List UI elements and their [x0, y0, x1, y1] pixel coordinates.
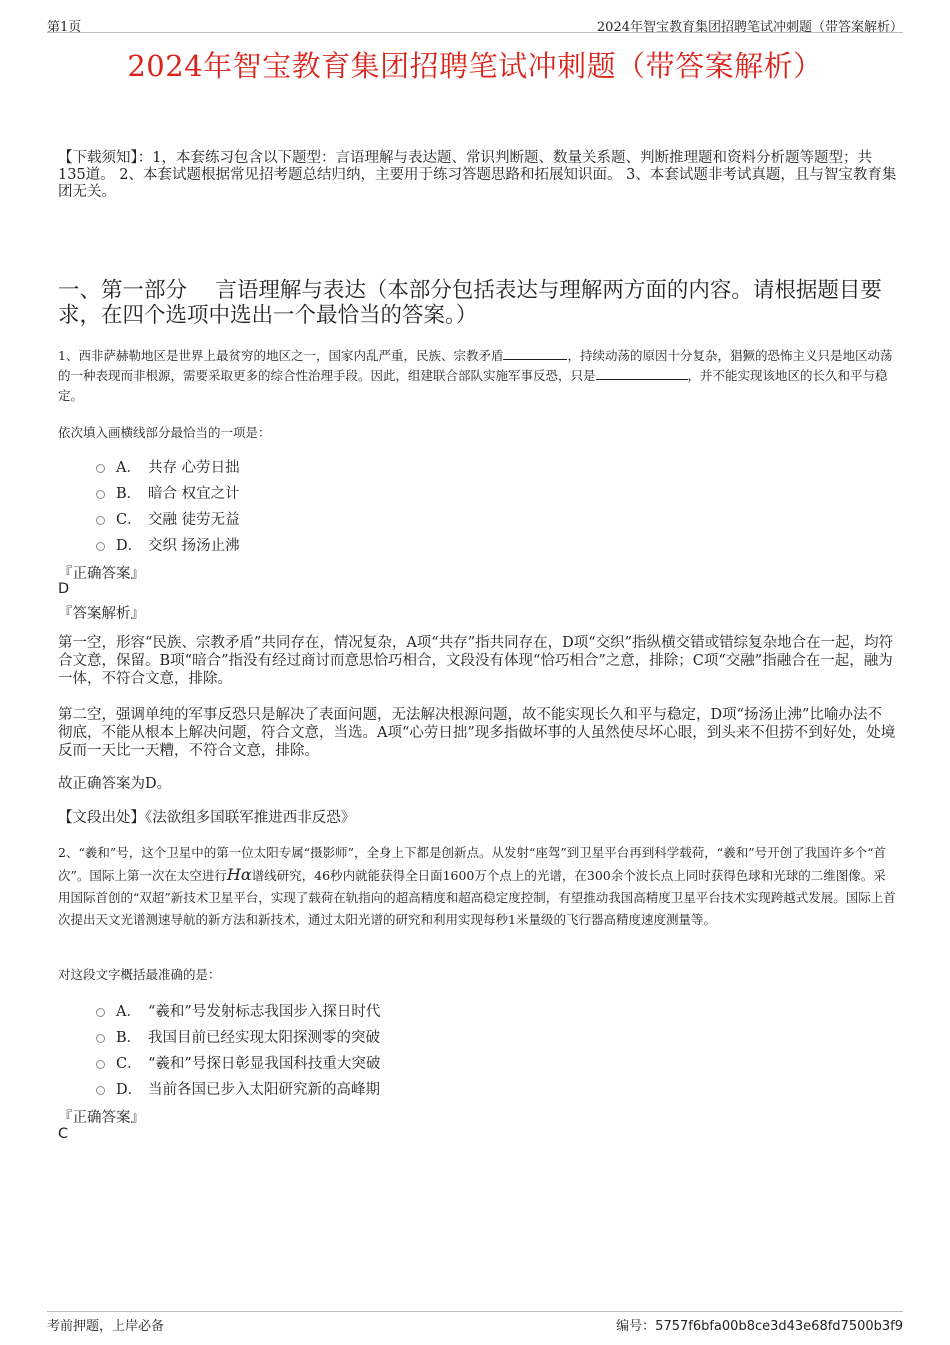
footer-slogan: 考前押题，上岸必备 [47, 1319, 165, 1334]
question-1-prompt: 依次填入画横线部分最恰当的一项是： [58, 425, 271, 440]
page-footer [47, 1311, 903, 1334]
radio-button[interactable] [96, 464, 105, 473]
radio-button[interactable] [96, 516, 105, 525]
question-2-option-d[interactable]: D． 当前各国已步入太阳研究新的高峰期 [96, 1078, 380, 1099]
download-notice: 【下载须知】：1，本套练习包含以下题型：言语理解与表达题、常识判断题、数量关系题、判断推理题和资料分析题等题型；共135道。 2、本套试题根据常见招考题总结归纳，主要用于练习答题思路和拓展知识面。 3、本套试题非考试真题，且与智宝教育集团无关。 [58, 150, 897, 200]
question-1-option-d[interactable]: D． 交织 扬汤止沸 [96, 534, 240, 555]
question-2-answer: C [58, 1126, 69, 1142]
header-doc-title: 2024年智宝教育集团招聘笔试冲刺题（带答案解析） [596, 20, 903, 35]
h-alpha-symbol: Hα [226, 865, 252, 884]
radio-button[interactable] [96, 1086, 105, 1095]
fill-blank-1 [503, 346, 567, 360]
question-1-answer-label: 『正确答案』 [58, 566, 145, 582]
question-1-analysis-para-1: 第一空，形容“民族、宗教矛盾”共同存在，情况复杂，A项“共存”指共同存在，D项“交织”指纵横交错或错综复杂地合在一起，均符合文意，保留。B项“暗合”指没有经过商讨而意思恰巧相合，文段没有体现“恰巧相合”之意，排除；C项“交融”指融合在一起，融为一体，不符合文意，排除。 [58, 635, 894, 687]
question-1-option-a[interactable]: A． 共存 心劳日拙 [96, 456, 240, 477]
question-1-analysis-label: 『答案解析』 [58, 606, 145, 622]
question-2-answer-label: 『正确答案』 [58, 1110, 145, 1126]
section-heading: 一、第一部分 言语理解与表达（本部分包括表达与理解两方面的内容。请根据题目要求，在四个选项中选出一个最恰当的答案。） [58, 278, 882, 328]
radio-button[interactable] [96, 542, 105, 551]
footer-doc-id: 编号：5757f6bfa00b8ce3d43e68fd7500b3f9 [616, 1319, 903, 1334]
page-number: 第1页 [47, 20, 82, 35]
question-1-analysis-para-2: 第二空，强调单纯的军事反恐只是解决了表面问题，无法解决根源问题，故不能实现长久和平与稳定，D项“扬汤止沸”比喻办法不彻底，不能从根本上解决问题，符合文意，当选。A项“心劳日拙”现多指做坏事的人虽然使尽坏心眼，到头来不但捞不到好处，处境反而一天比一天糟，不符合文意，排除。 [58, 707, 896, 759]
radio-button[interactable] [96, 490, 105, 499]
page-header [47, 14, 903, 33]
question-1-option-b[interactable]: B． 暗合 权宜之计 [96, 482, 240, 503]
fill-blank-2 [596, 366, 688, 380]
question-1-option-c[interactable]: C． 交融 徒劳无益 [96, 508, 240, 529]
question-2-option-b[interactable]: B． 我国目前已经实现太阳探测零的突破 [96, 1026, 380, 1047]
question-2-prompt: 对这段文字概括最准确的是： [58, 967, 221, 982]
radio-button[interactable] [96, 1034, 105, 1043]
question-1-source: 【文段出处】《法欲组多国联军推进西非反恐》 [58, 810, 356, 826]
radio-button[interactable] [96, 1060, 105, 1069]
radio-button[interactable] [96, 1008, 105, 1017]
question-1-answer: D [58, 581, 70, 597]
question-2-text: 2、“羲和”号，这个卫星中的第一位太阳专属“摄影师”，全身上下都是创新点。从发射“座驾”到卫星平台再到科学载荷，“羲和”号开创了我国许多个“首次”。国际上第一次在太空进行Hα谱线研究，46秒内就能获得全日面1600万个点上的光谱，在300余个波长点上同时获得色球和光球的二维图像。采用国际首创的“双超”新技术卫星平台，实现了载荷在轨指向的超高精度和超高稳定度控制，有望推动我国高精度卫星平台技术实现跨越式发展。国际上首次提出天文光谱测速导航的新方法和新技术，通过太阳光谱的研究和利用实现每秒1米量级的飞行器高精度速度测量等。 [58, 845, 896, 927]
question-1-text: 1、西非萨赫勒地区是世界上最贫穷的地区之一，国家内乱严重，民族、宗教矛盾 ，持续动荡的原因十分复杂，猖獗的恐怖主义只是地区动荡的一种表现而非根源，需要采取更多的综合性治理手段。因此，组建联合部队实施军事反恐，只是 ，并不能实现该地区的长久和平与稳定。 [58, 348, 893, 403]
question-2-option-a[interactable]: A． “羲和”号发射标志我国步入探日时代 [96, 1000, 380, 1021]
question-1-analysis-conclusion: 故正确答案为D。 [58, 776, 172, 792]
question-2-option-c[interactable]: C． “羲和”号探日彰显我国科技重大突破 [96, 1052, 380, 1073]
page-title: 2024年智宝教育集团招聘笔试冲刺题（带答案解析） [127, 49, 823, 83]
